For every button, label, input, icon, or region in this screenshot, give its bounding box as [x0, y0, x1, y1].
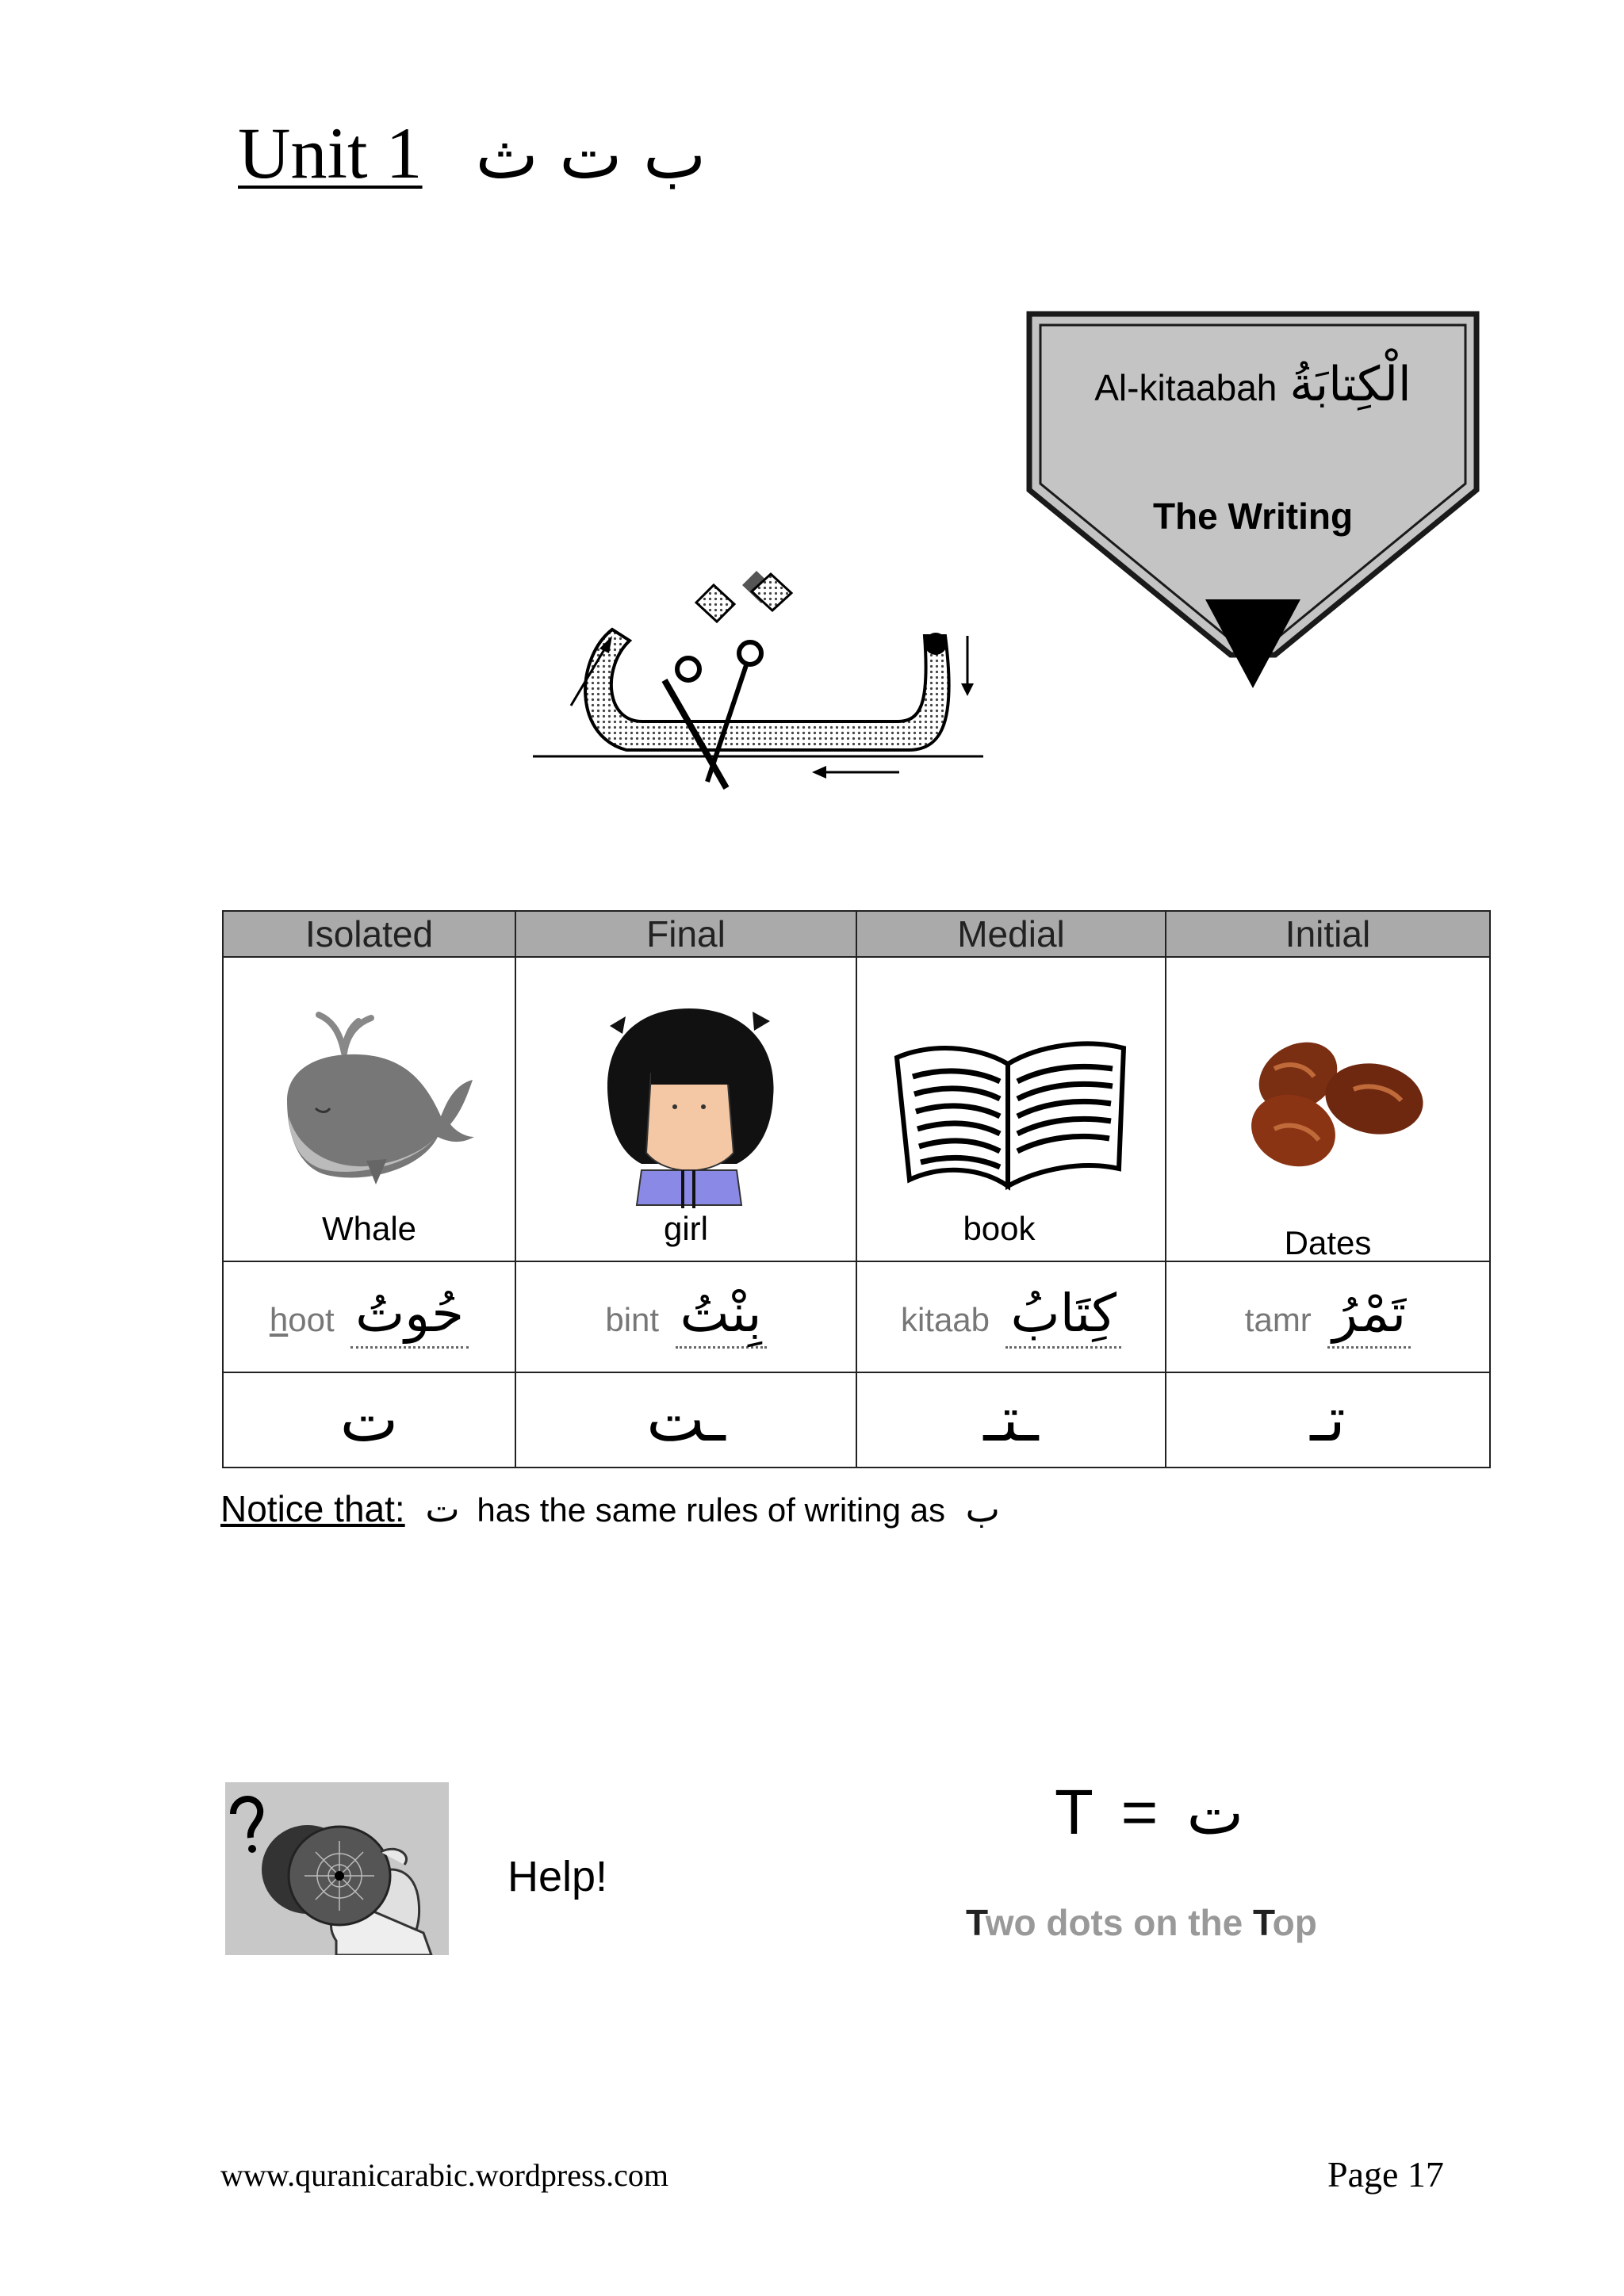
letter-form: ت — [339, 1384, 399, 1456]
word-row — [223, 1261, 1490, 1372]
mnemonic-text: Two dots on the Top — [966, 1902, 1317, 1943]
equation-equals: = — [1120, 1777, 1159, 1847]
notice-compare-letter: ب — [965, 1487, 1000, 1530]
notice-label: Notice that: — [220, 1488, 405, 1529]
form-cell-final — [515, 1372, 856, 1468]
equation-arabic: ت — [1186, 1777, 1244, 1848]
letter-equation — [1055, 1776, 1243, 1849]
letter-form: تـ — [1310, 1384, 1346, 1456]
arabic-word: كِتَابُ — [1005, 1285, 1121, 1349]
word-cell-final — [515, 1261, 856, 1372]
transliteration: kitaab — [900, 1301, 990, 1339]
letter-body-shape — [585, 629, 949, 750]
header-medial: Medial — [856, 911, 1166, 957]
scissors-icon — [665, 642, 761, 788]
picture-row — [223, 957, 1490, 1261]
transliteration: hoot — [269, 1301, 335, 1339]
letter-dots — [696, 571, 791, 622]
page-number: Page 17 — [1327, 2154, 1444, 2195]
sign-arabic: الْكِتابَةُ — [1289, 357, 1411, 412]
help-label: Help! — [508, 1853, 608, 1900]
transliteration: bint — [605, 1301, 660, 1339]
whale-icon — [271, 997, 477, 1188]
table-header-row — [223, 911, 1490, 957]
notice-letter: ت — [425, 1487, 460, 1530]
sign-caption: The Writing — [1152, 496, 1354, 537]
form-cell-initial — [1166, 1372, 1490, 1468]
arabic-word: حُوتُ — [350, 1285, 469, 1349]
girl-icon — [594, 997, 784, 1211]
picture-cell-isolated — [223, 957, 515, 1261]
transliteration: tamr — [1244, 1301, 1312, 1339]
picture-label: book — [963, 1210, 1036, 1247]
start-point-marker — [925, 633, 947, 655]
picture-cell-medial — [856, 957, 1166, 1261]
footer-url: www.quranicarabic.wordpress.com — [220, 2157, 668, 2193]
letter-form: ـت — [646, 1384, 726, 1456]
header-final: Final — [515, 911, 856, 957]
letter-forms-table — [222, 910, 1491, 1468]
letter-stroke-diagram — [523, 547, 991, 801]
equation-latin: T — [1055, 1777, 1093, 1847]
word-cell-medial — [856, 1261, 1166, 1372]
word-cell-isolated — [223, 1261, 515, 1372]
arabic-word: تَمْرُ — [1327, 1285, 1411, 1349]
picture-label: Dates — [1284, 1224, 1372, 1261]
picture-cell-initial — [1166, 957, 1490, 1261]
sign-transliteration: Al-kitaabah — [1094, 367, 1277, 408]
word-cell-initial — [1166, 1261, 1490, 1372]
picture-cell-final — [515, 957, 856, 1261]
page-title — [238, 111, 706, 195]
letter-form: ـتـ — [983, 1384, 1039, 1456]
notice-line — [220, 1487, 1000, 1530]
form-cell-medial — [856, 1372, 1166, 1468]
confused-person-icon — [225, 1782, 449, 1955]
unit-letters: ب ت ث — [475, 116, 707, 193]
form-cell-isolated — [223, 1372, 515, 1468]
header-isolated: Isolated — [223, 911, 515, 957]
sign-title — [1086, 357, 1419, 412]
dates-icon — [1243, 1013, 1433, 1188]
header-initial: Initial — [1166, 911, 1490, 957]
picture-label: girl — [663, 1210, 708, 1247]
unit-label: Unit 1 — [238, 113, 423, 193]
book-icon — [889, 1021, 1135, 1196]
picture-label: Whale — [321, 1210, 417, 1247]
arabic-word: بِنْتُ — [676, 1285, 767, 1349]
notice-text: has the same rules of writing as — [477, 1491, 945, 1529]
form-row — [223, 1372, 1490, 1468]
